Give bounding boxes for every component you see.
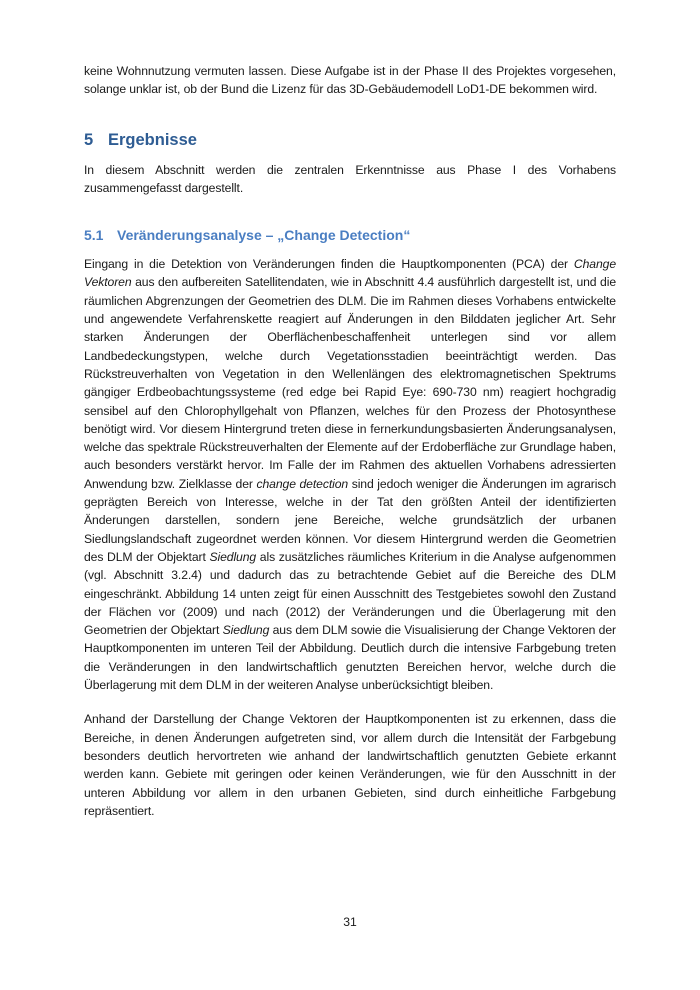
subsection-heading xyxy=(84,225,616,245)
subsection-title: Veränderungsanalyse – „Change Detection“ xyxy=(117,227,411,244)
subsection-number: 5.1 xyxy=(84,227,104,244)
body-paragraph-2: Anhand der Darstellung der Change Vektoren der Hauptkomponenten ist zu erkennen, dass die Bereiche, in denen Änderungen aufgetreten sind, vor allem durch die Intensität der Farbgebung besonders deutlich hervortreten wie anhand der landwirtschaftlich genutzten Gebiete erkannt werden kann. Gebiete mit geringen oder keinen Veränderungen, wie für den Ausschnitt in der unteren Abbildung vor allem in den urbanen Gebieten, sind durch einheitliche Farbgebung repräsentiert. xyxy=(84,712,616,818)
section-intro-paragraph: In diesem Abschnitt werden die zentralen Erkenntnisse aus Phase I des Vorhabens zusammengefasst dargestellt. xyxy=(84,162,616,195)
para1-text-2: aus den aufbereiten Satellitendaten, wie in Abschnitt 4.4 ausführlich dargestellt ist, und die räumlichen Abgrenzungen der Geometrien des DLM. Die im Rahmen dieses Vorhabens entwickelte und angewendete Verfahrenskette reagiert auf Änderungen in den Bilddaten jeglicher Art. Sehr starken Änderungen der Oberflächenbeschaffenheit unterlegen sind vor allem Landbedeckungstypen, welche durch Vegetationsstadien beeinträchtigt werden. Das Rückstreuverhalten von Vegetation in den Wellenlängen des elektromagnetischen Spektrums gängiger Erdbeobachtungssysteme (red edge bei Rapid Eye: 690-730 nm) reagiert hochgradig sensibel auf den Chlorophyllgehalt von Pflanzen, welches für den Prozess der Photosynthese benötigt wird. Vor diesem Hintergrund treten diese in fernerkundungsbasierten Änderungsanalysen, welche das spektrale Rückstreuverhalten der Elemente auf der Erdoberfläche zur Grundlage haben, auch besonders verstärkt hervor. Im Falle der im Rahmen des aktuellen Vorhabens adressierten Anwendung bzw. Zielklasse der xyxy=(84,275,616,491)
document-page xyxy=(84,62,616,820)
para1-emphasis-1: Change Vektoren xyxy=(84,257,616,290)
para1-text-3: sind jedoch weniger die Änderungen im agrarisch geprägten Bereich von Interesse, welche in der Tat den größten Anteil der identifizierten Änderungen darstellen, sondern jene Bereiche, welche grundsätzlich der urbanen Siedlungslandschaft zugeordnet werden können. Vor diesem Hintergrund werden die Geometrien des DLM der Objektart xyxy=(84,476,616,564)
para1-text-5: aus dem DLM sowie die Visualisierung der Change Vektoren der Hauptkomponenten im unteren Teil der Abbildung. Deutlich durch die intensive Farbgebung treten die Veränderungen in den landwirtschaftlich genutzten Bereichen hervor, welche durch die Überlagerung mit dem DLM in der weiteren Analyse unberücksichtigt bleiben. xyxy=(84,623,616,693)
para1-emphasis-2: change detection xyxy=(256,476,349,491)
section-heading xyxy=(84,129,616,151)
section-title: Ergebnisse xyxy=(108,130,197,149)
section-number: 5 xyxy=(84,130,94,149)
page-number: 31 xyxy=(343,915,357,929)
body-paragraph-1 xyxy=(84,255,616,694)
para1-emphasis-4: Siedlung xyxy=(222,623,270,638)
para1-emphasis-3: Siedlung xyxy=(209,549,257,564)
intro-paragraph: keine Wohnnutzung vermuten lassen. Diese Aufgabe ist in der Phase II des Projektes vorgesehen, solange unklar ist, ob der Bund die Lizenz für das 3D-Gebäudemodell LoD1-DE bekommen wird. xyxy=(84,64,616,97)
para1-text-1: Eingang in die Detektion von Veränderungen finden die Hauptkomponenten (PCA) der xyxy=(84,257,574,272)
para1-text-4: als zusätzliches räumliches Kriterium in die Analyse aufgenommen (vgl. Abschnitt 3.2.4) und dadurch das zu betrachtende Gebiet auf die Bereiche des DLM eingeschränkt. Abbildung 14 unten zeigt für einen Ausschnitt des Testgebietes sowohl den Zustand der Flächen vor (2009) und nach (2012) der Veränderungen und die Überlagerung mit den Geometrien der Objektart xyxy=(84,549,616,638)
